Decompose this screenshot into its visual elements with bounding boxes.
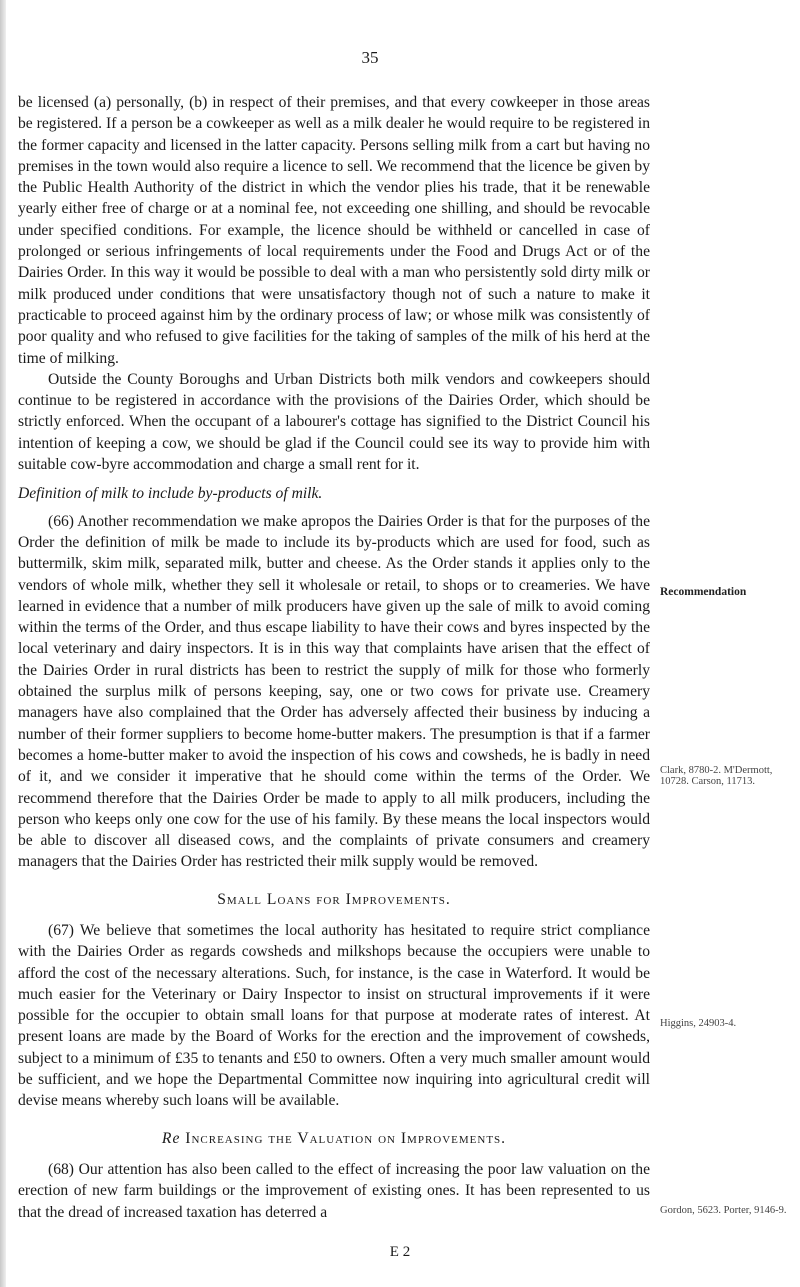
- heading-valuation: [18, 1128, 650, 1149]
- paragraph-registration: Outside the County Boroughs and Urban Districts both milk vendors and cowkeepers should continue to be registered in accordance with the provisions of the Dairies Order, which should be strictly enforced. When the occupant of a labourer's cottage has signified to the District Council his intention of keeping a cow, we should be glad if the Council could see its way to provide him with suitable cow-byre accommodation and charge a small rent for it.: [18, 370, 650, 474]
- paragraph-66: (66) Another recommendation we make apropos the Dairies Order is that for the purposes of the Order the definition of milk be made to include its by-products which are used for food, such as buttermilk, skim milk, separated milk, butter and cheese. As the Order stands it applies only to the vendors of whole milk, whether they sell it wholesale or retail, to shops or to creameries. We have learned in evidence that a number of milk producers have given up the sale of milk to avoid coming within the terms of the Order, and thus escape liability to have their cows and byres inspected by the local veterinary and dairy inspectors. It is in this way that complaints have arisen that the effect of the Dairies Order in rural districts has been to restrict the supply of milk for those who formerly obtained the surplus milk of persons keeping, say, one or two cows for private use. Creamery managers have also complained that the Order has adversely affected their business by inducing a number of their former suppliers to become home-butter makers. The presumption is that if a farmer becomes a home-butter maker to avoid the inspection of his cows and cowsheds, he is badly in need of it, and we consider it imperative that he should come within the terms of the Order. We recommend therefore that the Dairies Order be made to apply to all milk producers, including the person who keeps only one cow for the use of his family. By these means the local inspectors would be able to discover all diseased cows, and the complaints of private consumers and creamery managers that the Dairies Order has restricted their milk supply would be removed.: [18, 512, 650, 871]
- paragraph-licensing: be licensed (a) personally, (b) in respect of their premises, and that every cowkeeper in those areas be registered. If a person be a cowkeeper as well as a milk dealer he would require to be registered in the former capacity and licensed in the latter capacity. Persons selling milk from a cart but having no premises in the town would also require a licence to sell. We recommend that the licence be given by the Public Health Authority of the district in which the vendor plies his trade, that it be renewable yearly either free of charge or at a nominal fee, not exceeding one shilling, and should be revocable under specified conditions. For example, the licence should be withheld or cancelled in case of prolonged or serious infringements of local requirements under the Food and Drugs Act or of the Dairies Order. In this way it would be possible to deal with a man who persistently sold dirty milk or milk produced under conditions that were unsatisfactory though not of such a nature to make it practicable to proceed against him by the ordinary process of law; or whose milk was consistently of poor quality and who refused to give facilities for the taking of samples of the milk of his herd at the time of milking.: [18, 94, 650, 367]
- heading-valuation-re: Re: [161, 1129, 181, 1147]
- printer-signature: E 2: [389, 1244, 411, 1260]
- subheading-definition: Definition of milk to include by-products of milk.: [18, 485, 323, 503]
- paragraph-67: (67) We believe that sometimes the local authority has hesitated to require strict compliance with the Dairies Order as regards cowsheds and milkshops because the occupiers were unable to afford the cost of the necessary alterations. Such, for instance, is the case in Waterford. It would be much easier for the Veterinary or Dairy Inspector to insist on structural improvements if it were possible for the occupier to obtain small loans for that purpose at moderate rates of interest. At present loans are made by the Board of Works for the erection and the improvement of cowsheds, subject to a minimum of £35 to tenants and £50 to owners. Often a very much smaller amount would be sufficient, and we hope the Departmental Committee now inquiring into agricultural credit will devise means whereby such loans will be available.: [18, 921, 650, 1110]
- heading-small-loans: Small Loans for Improvements.: [217, 890, 451, 908]
- page-edge: [0, 0, 6, 1287]
- margin-note-witnesses-66: Clark, 8780-2. M'Dermott, 10728. Carson, 11713.: [660, 765, 773, 787]
- margin-note-recommendation: Recommendation: [660, 586, 747, 598]
- margin-note-witnesses-68: Gordon, 5623. Porter, 9146-9.: [660, 1205, 787, 1216]
- paragraph-68: (68) Our attention has also been called to the effect of increasing the poor law valuation on the erection of new farm buildings or the improvement of existing ones. It has been represented to us that the dread of increased taxation has deterred a: [18, 1160, 650, 1221]
- heading-valuation-rest: Increasing the Valuation on Improvements.: [180, 1129, 507, 1147]
- margin-note-witnesses-67: Higgins, 24903-4.: [660, 1018, 737, 1029]
- page-number: 35: [361, 48, 379, 67]
- main-text: [18, 92, 650, 1223]
